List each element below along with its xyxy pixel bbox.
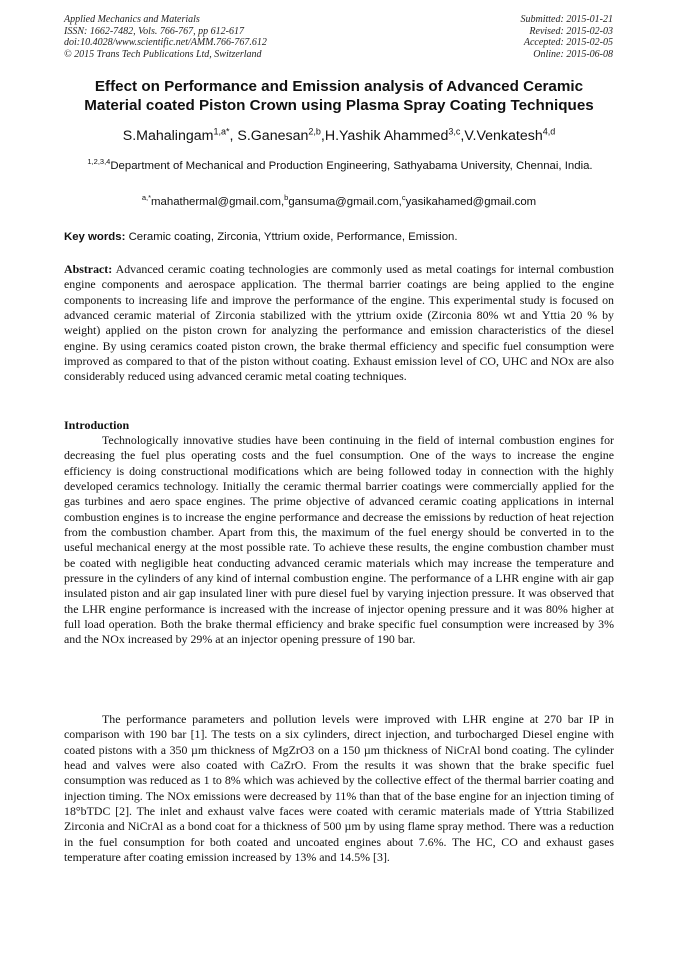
- abstract-label: Abstract:: [64, 262, 113, 276]
- author-4: V.Venkatesh$^{4,d}$: [464, 126, 556, 144]
- online-date: Online: 2015-06-08: [533, 48, 613, 60]
- keywords: [64, 230, 614, 245]
- email-2[interactable]: gansuma@gmail.com,: [288, 195, 402, 208]
- journal-name: Applied Mechanics and Materials: [64, 14, 200, 25]
- email-list: $^{a,*}$mahathermal@gmail.com,$^b$gansuma@gmail.com,$^c$yasikahamed@gmail.com: [141, 193, 537, 208]
- affiliation: [70, 154, 610, 174]
- doi-line[interactable]: doi:10.4028/www.scientific.net/AMM.766-767.612: [64, 37, 267, 49]
- author-3: H.Yashik Ahammed$^{3,c}$,: [324, 126, 465, 144]
- submitted-date: Submitted: 2015-01-21: [520, 14, 613, 25]
- keywords-label: Key words:: [64, 231, 126, 243]
- title-line-2: Material coated Piston Crown using Plasma Spray Coating Techniques: [84, 97, 594, 114]
- title-line-1: Effect on Performance and Emission analysis of Advanced Ceramic: [94, 78, 584, 95]
- email-3[interactable]: yasikahamed@gmail.com: [405, 195, 537, 208]
- revised-date: Revised: 2015-02-03: [529, 25, 613, 37]
- abstract: [64, 262, 614, 385]
- author-list: [30, 122, 648, 145]
- author-2: S.Ganesan$^{2,b}$,: [237, 126, 325, 144]
- introduction-paragraph-2: The performance parameters and pollution levels were improved with LHR engine at 270 bar IP in comparison with 190 bar [1]. The tests on a six cylinders, direct injection, and turbocharged Diesel engine with coated pistons with a 350 µm thickness of MgZrO3 on a 150 µm thickness of NiCrAl bond coating. The cylinder head and valves were also coated with CaZrO. From the results it was shown that the brake specific fuel consumption was reduced as 1 to 8% which was achieved by the collective effect of the thermal barrier coating and injection timing. The NOx emissions were decreased by 11% than that of the base engine for an injection timing of 18°bTDC [2]. The inlet and exhaust valve faces were coated with ceramic materials made of Yttria Stabilized Zirconia and NiCrAl as a bond coat for a thickness of 500 µm by using flame spray method. There was a reduction in the fuel consumption for both coated and uncoated engines about 7.6%. The HC, CO and exhaust gases temperature after coating emission increased by 13% and 14.5% [3].: [64, 712, 614, 865]
- affiliation-text: Department of Mechanical and Production Engineering, Sathyabama University, Chennai, India.: [110, 159, 593, 172]
- accepted-date: Accepted: 2015-02-05: [523, 37, 613, 49]
- journal-header: [64, 14, 267, 60]
- introduction-heading: Introduction: [64, 418, 130, 432]
- affiliation-marker: 1,2,3,4: [87, 157, 111, 166]
- copyright-line: © 2015 Trans Tech Publications Ltd, Switzerland: [64, 48, 262, 60]
- issn-line: ISSN: 1662-7482, Vols. 766-767, pp 612-617: [64, 25, 244, 37]
- author-1: S.Mahalingam$^{1,a*}$,: [122, 126, 238, 144]
- keywords-text: Ceramic coating, Zirconia, Yttrium oxide, Performance, Emission.: [128, 231, 458, 243]
- abstract-text: Advanced ceramic coating technologies are commonly used as metal coatings for internal combustion engine components and aerospace application. The thermal barrier coatings are being applied to the engine components to increasing life and improve the performance of the engine. This experimental study is focused on advanced ceramic material of Zirconia stabilized with the yttrium oxide (Zirconia 80% wt and Yttia 20 % by weight) applied on the piston crown for analyzing the performance and emission characteristics of the diesel engine. By using ceramics coated piston crown, the brake thermal efficiency and specific fuel consumption were improved as compared to that of the piston without coating. Exhaust emission level of CO, UHC and NOx are also considerably reduced using advanced ceramic metal coating techniques.: [64, 262, 614, 384]
- introduction-paragraph-1: Technologically innovative studies have been continuing in the field of internal combustion engines for decreasing the fuel plus operating costs and the fuel consumption. One of the ways to increase the engine efficiency is doing constructional modifications which are being followed today in connection with the highly developed ceramics technology. Initially the ceramic thermal barrier coatings were commercially applied for the gas turbines and aero space engines. The prime objective of advanced ceramic coating applications in internal combustion engines is to increase the engine performance and decrease the emissions by reduction of heat rejection from the combustion chamber. Apart from this, the maximum of the fuel energy should be converted in to the useful mechanical energy at the most possible rate. To achieve these results, the engine combustion chamber must be coated with negligible heat conducting advanced ceramic materials which may increase the temperature and pressure in the cylinders of any kind of internal combustion engine. The performance of a LHR engine with air gap insulated piston and air gap insulated liner with pure diesel fuel by varying injection pressure. It was observed that the LHR engine performance is increased with the increase of injector opening pressure and it was 80% higher at full load operation. Both the brake thermal efficiency and brake specific fuel consumption were increased by 3% and the NOx increased by 29% at an injector opening pressure of 190 bar.: [64, 433, 614, 647]
- dates-header: [521, 14, 614, 60]
- email-1[interactable]: mahathermal@gmail.com,: [151, 195, 285, 208]
- paper-title: [30, 77, 648, 115]
